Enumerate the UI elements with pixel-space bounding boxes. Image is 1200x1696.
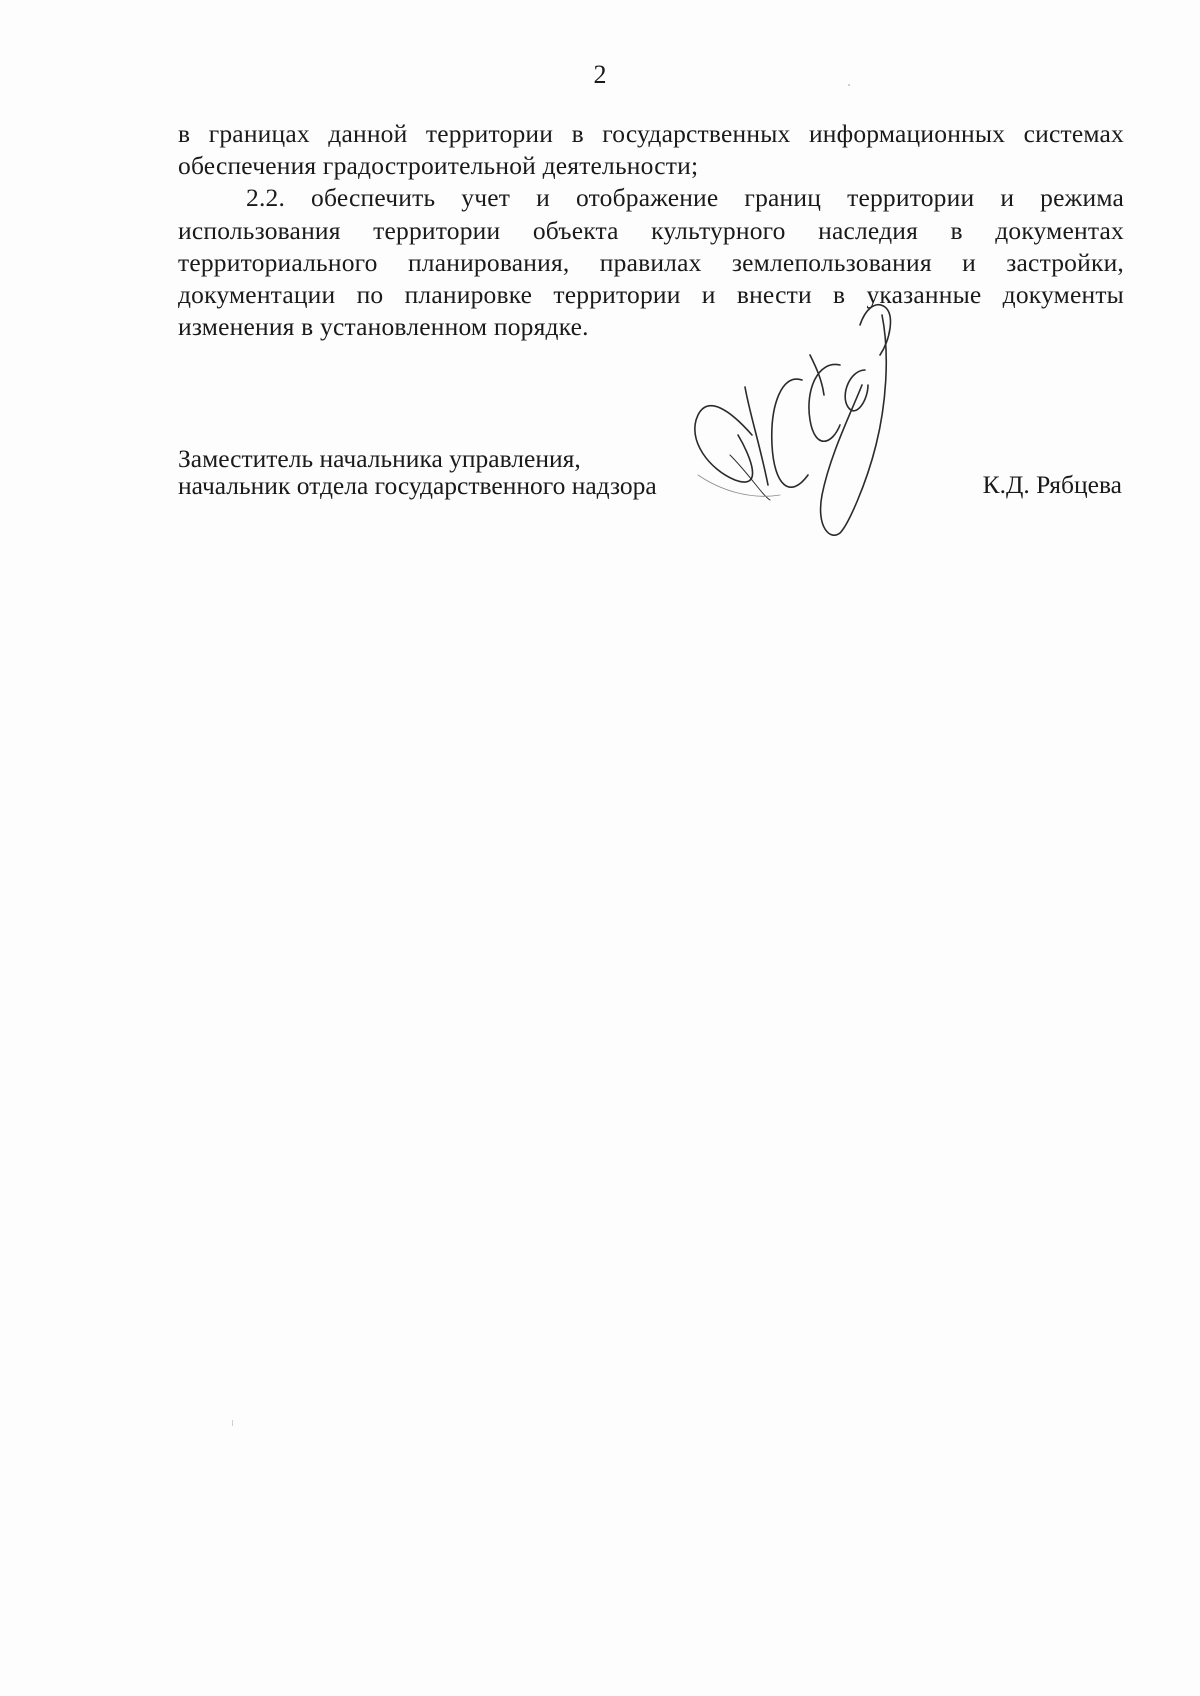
handwritten-signature (690, 295, 950, 540)
scan-speck (848, 84, 850, 86)
signer-name: К.Д. Рябцева (982, 470, 1122, 499)
paragraph-continuation: в границах данной территории в государственных информационных системах обеспечения градостроительной деятельности; (178, 119, 1124, 181)
signatory-position-line-2: начальник отдела государственного надзора (178, 471, 657, 500)
scan-speck (232, 1420, 233, 1426)
page-number: 2 (593, 60, 607, 89)
paragraph-item-2-2: 2.2. обеспечить учет и отображение границ территории и режима использования территории объекта культурного наследия в документах территориального планирования, правилах землепользования и застройки, документации по планировке территории и внести в указанные документы изменения в установленном порядке. (178, 183, 1124, 342)
signatory-position-line-1: Заместитель начальника управления, (178, 444, 581, 473)
document-body (178, 118, 1124, 343)
signatory-position (178, 445, 657, 499)
